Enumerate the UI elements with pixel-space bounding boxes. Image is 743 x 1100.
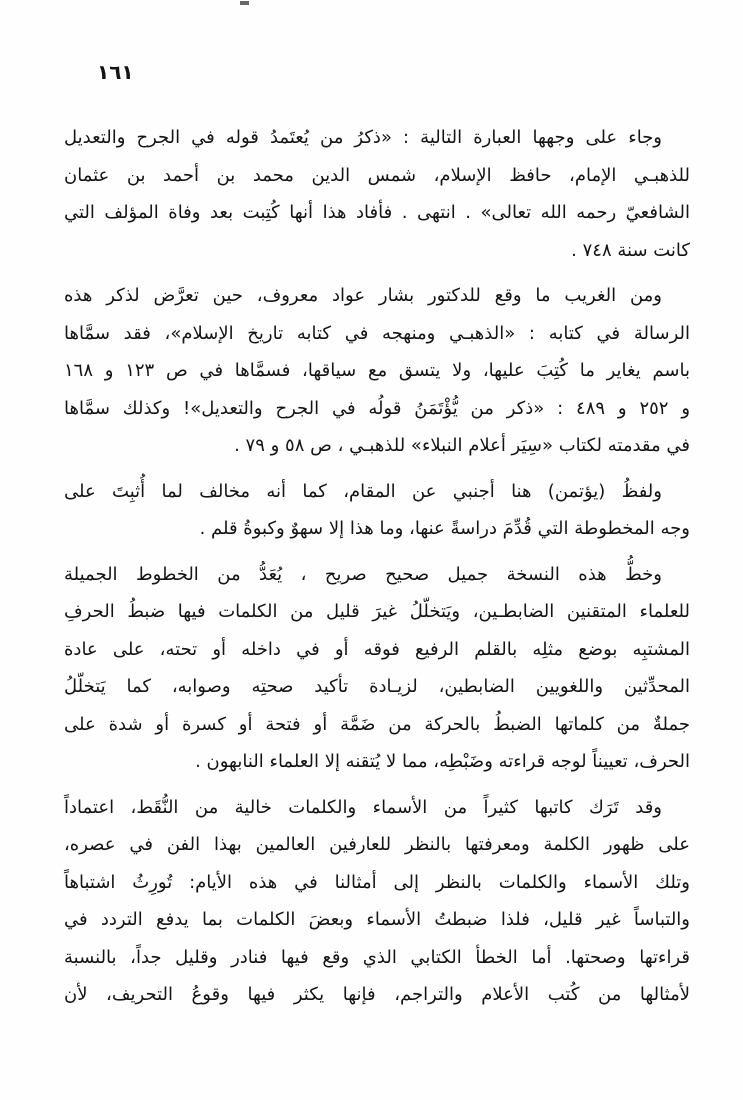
text-line: في مقدمته لكتاب «سِيَر أعلام النبلاء» للذهبـي ، ص ٥٨ و ٧٩ . [234, 435, 690, 456]
text-line: جملةٌ من كلماتها الضبطُ بالحركة من ضَمَّة أو فتحة أو كسرة أو شدة على [64, 713, 690, 735]
text-line: وجاء على وجهها العبارة التالية : «ذكرُ من يُعتَمدُ قوله في الجرح والتعديل [64, 127, 662, 148]
text-line: كانت سنة ٧٤٨ . [571, 239, 690, 261]
text-line: ومن الغريب ما وقع للدكتور بشار عواد معروف، حين تعرَّض لذكر هذه [64, 285, 662, 306]
text-line: للذهبـي الإمام، حافظ الإسلام، شمس الدين محمد بن أحمد بن عثمان [64, 164, 690, 186]
text-line: وخطُّ هذه النسخة جميل صحيح صريح ، يُعَدُّ من الخطوط الجميلة [64, 563, 662, 585]
paragraph-5 [64, 789, 690, 1014]
text-line: و ٢٥٢ و ٤٨٩ : «ذكر من يُّؤْتَمَنُ قولُه في الجرح والتعديل»! وكذلك سمَّاها [64, 397, 691, 419]
paragraph-1 [64, 119, 690, 269]
text-block [64, 119, 690, 1022]
paragraph-2 [64, 277, 690, 465]
text-line: الرسالة في كتابه : «الذهبـي ومنهجه في كتابه تاريخ الإسلام»، فقد سمَّاها [64, 322, 690, 344]
text-line: لأمثالها من كُتب الأعلام والتراجم، فإنها يكثر فيها وقوعُ التحريف، لأن [64, 984, 690, 1005]
text-line: وقد تَرَك كاتبها كثيراً من الأسماء والكلمات خالية من النُّقَط، اعتماداً [64, 796, 662, 818]
text-line: قراءتها وصحتها. أما الخطأ الكتابي الذي وقع فيها فنادر وقليل جداً، بالنسبة [64, 946, 690, 968]
text-line: المحدِّثين واللغويين الضابطين، لزيـادة تأكيد صحتِه وصوابه، كما يَتخلّلُ [64, 676, 690, 697]
text-line: ولفظُ (يؤتمن) هنا أجنبي عن المقام، كما أنه مخالف لما أُثبِتَ على [64, 480, 662, 502]
scan-artifact-mark [240, 1, 249, 5]
paragraph-3 [64, 473, 690, 548]
text-line: الشافعيّ رحمه الله تعالى» . انتهى . فأفاد هذا أنها كُتِبت بعد وفاة المؤلف التي [64, 202, 690, 223]
text-line: والتباساً غير قليل، فلذا ضبطتُ الأسماء وبعضَ الكلمات بما يدفع التردد في [64, 909, 690, 930]
text-line: وجه المخطوطة التي قُدِّمَ دراسةً عنها، وما هذا إلا سهوٌ وكبوةُ قلم . [199, 518, 690, 539]
paragraph-4 [64, 556, 690, 781]
page-number: ١٦١ [97, 60, 134, 84]
text-line: للعلماء المتقنين الضابطـين، ويَتخلّلُ غيرَ قليل من الكلمات فيها ضبطُ الحرفِ [64, 601, 690, 622]
text-line: الحرف، تعييناً لوجه قراءته وضَبْطِه، مما لا يُتقنه إلا العلماء النابهون . [195, 751, 690, 772]
text-line: على ظهور الكلمة ومعرفتها بالنظر للعارفين العالمين بهذا الفن في عصره، [64, 834, 690, 855]
text-line: باسم يغاير ما كُتِبَ عليها، ولا يتسق مع سياقها، فسمَّاها في ص ١٢٣ و ١٦٨ [64, 360, 691, 381]
text-line: المشتبِه بوضع مثلِه بالقلم الرفيع فوقه أو في داخله أو تحته، على عادة [64, 638, 690, 660]
text-line: وتلك الأسماء والكلمات بالنظر إلى أمثالنا في هذه الأيام: تُورِثُ اشتباهاً [64, 871, 690, 893]
